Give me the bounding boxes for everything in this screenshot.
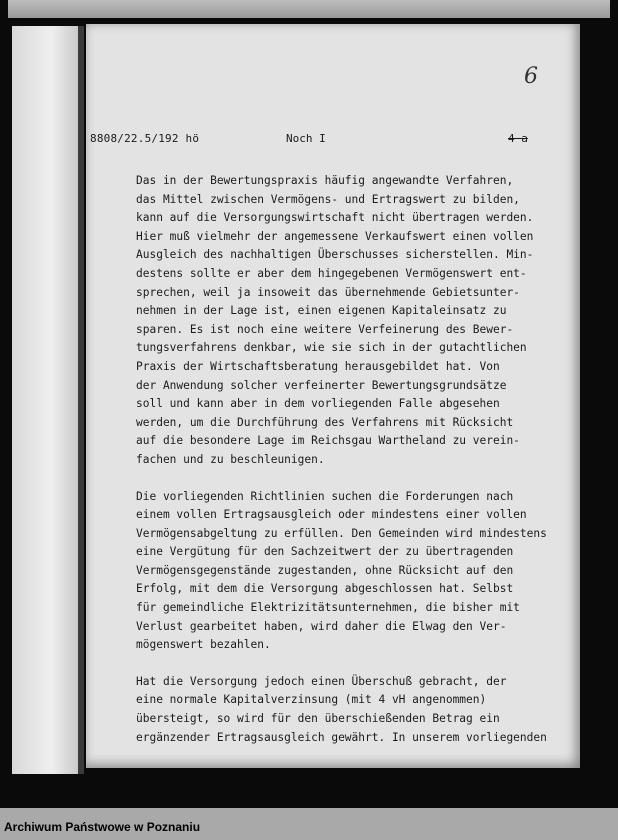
text-line: soll und kann aber in dem vorliegenden Falle abgesehen: [136, 397, 500, 411]
paragraph-gap: [136, 470, 576, 488]
paragraph: [136, 488, 576, 655]
text-line: Die vorliegenden Richtlinien suchen die Forderungen nach: [136, 489, 514, 503]
paragraph: [136, 673, 576, 747]
text-line: ergänzender Ertragsausgleich gewährt. In unserem vorliegenden: [136, 730, 547, 744]
handwritten-page-number: 6: [524, 64, 538, 89]
text-line: übersteigt, so wird für den überschießenden Betrag ein: [136, 712, 500, 726]
film-top-strip: [8, 0, 610, 18]
text-line: nehmen in der Lage ist, einen eigenen Kapitaleinsatz zu: [136, 304, 507, 318]
text-line: eine Vergütung für den Sachzeitwert der zu übertragenden: [136, 545, 514, 559]
text-line: einem vollen Ertragsausgleich oder mindestens einer vollen: [136, 508, 527, 522]
text-line: fachen und zu beschleunigen.: [136, 452, 325, 466]
text-line: Praxis der Wirtschaftsberatung herausgebildet hat. Von: [136, 359, 500, 373]
text-line: werden, um die Durchführung des Verfahrens mit Rücksicht: [136, 415, 514, 429]
binding-shadow: [78, 26, 84, 774]
document-reference: 8808/22.5/192 hö: [90, 132, 200, 145]
text-line: Ausgleich des nachhaltigen Überschusses sicherstellen. Min-: [136, 248, 534, 262]
text-line: destens sollte er aber dem hingegebenen Vermögenswert ent-: [136, 266, 527, 280]
text-line: Vermögensgegenstände zugestanden, ohne Rücksicht auf den: [136, 563, 514, 577]
text-line: der Anwendung solcher verfeinerter Bewertungsgrundsätze: [136, 378, 507, 392]
text-line: Verlust gearbeitet haben, wird daher die Elwag den Ver-: [136, 619, 507, 633]
text-line: sparen. Es ist noch eine weitere Verfeinerung des Bewer-: [136, 322, 514, 336]
text-line: sprechen, weil ja insoweit das übernehmende Gebietsunter-: [136, 285, 520, 299]
text-line: mögenswert bezahlen.: [136, 638, 271, 652]
text-line: Das in der Bewertungspraxis häufig angewandte Verfahren,: [136, 174, 514, 187]
text-line: für gemeindliche Elektrizitätsunternehmen, die bisher mit: [136, 601, 520, 615]
text-line: Hier muß vielmehr der angemessene Verkaufswert einen vollen: [136, 229, 534, 243]
text-line: Erfolg, mit dem die Versorgung abgeschlossen hat. Selbst: [136, 582, 514, 596]
text-line: Hat die Versorgung jedoch einen Überschuß gebracht, der: [136, 674, 507, 688]
paragraph: [136, 172, 576, 470]
text-line: tungsverfahrens denkbar, wie sie sich in der gutachtlichen: [136, 341, 527, 355]
text-line: auf die besondere Lage im Reichsgau Wartheland zu verein-: [136, 434, 520, 448]
text-line: das Mittel zwischen Vermögens- und Ertragswert zu bilden,: [136, 192, 520, 206]
previous-page-edge: [12, 26, 78, 774]
document-page: [86, 24, 580, 768]
struck-page-number: 4 a: [508, 132, 528, 145]
continuation-marker: Noch I: [286, 132, 326, 145]
text-line: eine normale Kapitalverzinsung (mit 4 vH angenommen): [136, 693, 487, 707]
archive-label: Archiwum Państwowe w Poznaniu: [4, 820, 201, 834]
text-line: Vermögensabgeltung zu erfüllen. Den Gemeinden wird mindestens: [136, 526, 547, 540]
text-line: kann auf die Versorgungswirtschaft nicht übertragen werden.: [136, 211, 534, 225]
paragraph-gap: [136, 655, 576, 673]
body-text: [136, 172, 576, 747]
